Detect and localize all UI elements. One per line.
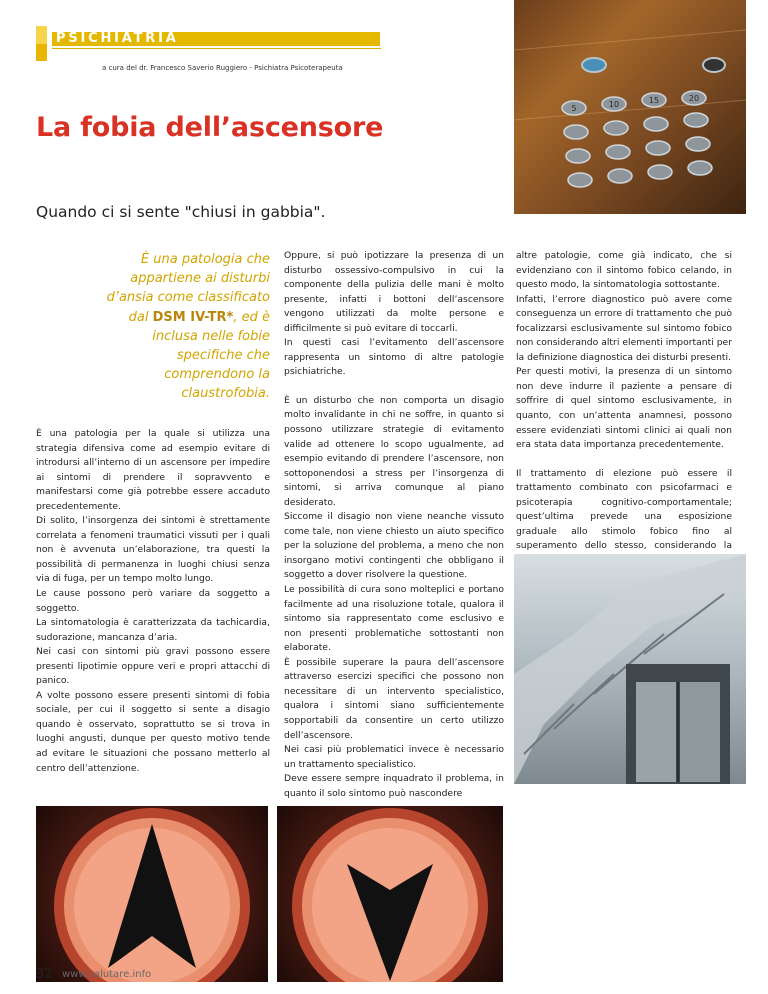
section-divider xyxy=(52,48,381,49)
panel-button-label: 10 xyxy=(608,100,620,109)
paragraph: A volte possono essere presenti sintomi di fobia sociale, per cui il soggetto si sente a disagio quando è osservato, soprattutto se si trova in luoghi angusti, dunque per questo motivo tende ad evitare le situazioni che possano metterlo al centro dell’attenzione. xyxy=(36,689,270,774)
panel-button-label: 15 xyxy=(648,96,660,105)
paragraph: Siccome il disagio non viene neanche vissuto come tale, non viene chiesto un aiuto specifico per la soluzione del problema, a meno che non insorgano motivi contingenti che obbligano il soggetto a dover risolvere la questione. xyxy=(284,511,504,581)
pull-quote-highlight: DSM IV-TR* xyxy=(152,309,234,325)
panel-button-label: 5 xyxy=(571,104,577,113)
paragraph: Nei casi più problematici invece è necessario un trattamento specialistico. xyxy=(284,744,504,770)
elevator-down-button-photo xyxy=(277,806,503,982)
paragraph: Nei casi con sintomi più gravi possono essere presenti lipotimie oppure veri e propri attacchi di panico. xyxy=(36,646,270,687)
site-url-footer: www.salutare.info xyxy=(62,969,152,980)
paragraph: È un disturbo che non comporta un disagio molto invalidante in chi ne soffre, in quanto si possono utilizzare strategie di evitamento valide ad ottenere lo scopo ugualmente, ad esempio evitando di prendere l’ascensore, non sottoponendosi a stress per l’insorgenza di sintomi, si arriva comunque al piano desiderato. xyxy=(284,394,504,508)
paragraph: Deve essere sempre inquadrato il problema, in quanto il solo sintomo può nascondere xyxy=(284,773,504,799)
body-column-2 xyxy=(284,249,504,801)
paragraph: Le possibilità di cura sono molteplici e portano facilmente ad una risoluzione totale, qualora il sintomo sia rappresentato come esclusivo e non presenti problematiche sottostanti non elaborate. xyxy=(284,584,504,654)
section-title: PSICHIATRIA xyxy=(56,31,179,46)
pull-quote-text-1: È una patologia che appartiene ai disturbi d’ansia come classificato dal xyxy=(106,252,270,325)
article-title: La fobia dell’ascensore xyxy=(36,112,384,143)
paragraph: altre patologie, come già indicato, che si evidenziano con il sintomo fobico celando, in questo modo, la sintomatologia sottostante. xyxy=(516,250,732,291)
panel-button-label: 20 xyxy=(688,94,700,103)
paragraph: Infatti, l’errore diagnostico può avere come conseguenza un errore di trattamento che può focalizzarsi esclusivamente sul sintomo fobico non considerando altri elementi importanti per la definizione diagnostica dei disturbi presenti. xyxy=(516,293,732,363)
body-column-1 xyxy=(36,427,270,776)
paragraph: Oppure, si può ipotizzare la presenza di un disturbo ossessivo-compulsivo in cui la componente della pulizia delle mani è molto presente, infatti i bottoni dell’ascensore vengono utilizzati da molte persone e difficilmente si può evitare di toccarli. xyxy=(284,250,504,334)
elevator-up-button-photo xyxy=(36,806,268,982)
article-subtitle: Quando ci si sente "chiusi in gabbia". xyxy=(36,203,326,221)
paragraph: La sintomatologia è caratterizzata da tachicardia, sudorazione, mancanza d’aria. xyxy=(36,617,270,643)
elevator-staircase-photo xyxy=(514,554,746,784)
pull-quote-text-2: , ed è inclusa nelle fobie specifiche che comprendono la claustrofobia. xyxy=(152,309,270,402)
author-byline: a cura del dr. Francesco Saverio Ruggiero - Psichiatra Psicoterapeuta xyxy=(102,64,343,72)
paragraph: È possibile superare la paura dell’ascensore attraverso esercizi specifici che possono non necessitare di un intervento specialistico, qualora i sintomi siano sufficientemente sopportabili da consentire un certo utilizzo dell’ascensore. xyxy=(284,656,504,741)
paragraph: Il trattamento di elezione può essere il trattamento combinato con psicofarmaci e psicoterapia cognitivo-comportamentale; quest’ultima prevede una esposizione graduale allo stimolo fobico fino al superamento dello stesso, considerando la xyxy=(516,467,732,552)
paragraph: Le cause possono però variare da soggetto a soggetto. xyxy=(36,588,270,614)
elevator-panel-photo xyxy=(514,0,746,214)
section-logo-mark xyxy=(36,26,47,61)
pull-quote xyxy=(100,250,270,404)
paragraph: In questi casi l’evitamento dell’ascensore rappresenta un sintomo di altre patologie psichiatriche. xyxy=(284,337,504,378)
page-number: 32 xyxy=(36,967,53,982)
paragraph: Per questi motivi, la presenza di un sintomo non deve indurre il paziente a pensare di soffrire di quel sintomo esclusivamente, in quanto, con un’attenta anamnesi, possono essere evidenziati sintomi clinici ai quali non era stata data importanza precedentemente. xyxy=(516,366,732,451)
paragraph: È una patologia per la quale si utilizza una strategia difensiva come ad esempio evitare di introdursi all’interno di un ascensore per impedire ai sintomi di prendere il sopravvento e manifestarsi come già potrebbe essere accaduto precedentemente. xyxy=(36,428,270,512)
paragraph: Di solito, l’insorgenza dei sintomi è strettamente correlata a fenomeni traumatici vissuti per i quali non è avvenuta un’elaborazione, tra questi la possibilità di permanenza in luoghi chiusi senza via di fuga, per un tempo molto lungo. xyxy=(36,515,270,585)
